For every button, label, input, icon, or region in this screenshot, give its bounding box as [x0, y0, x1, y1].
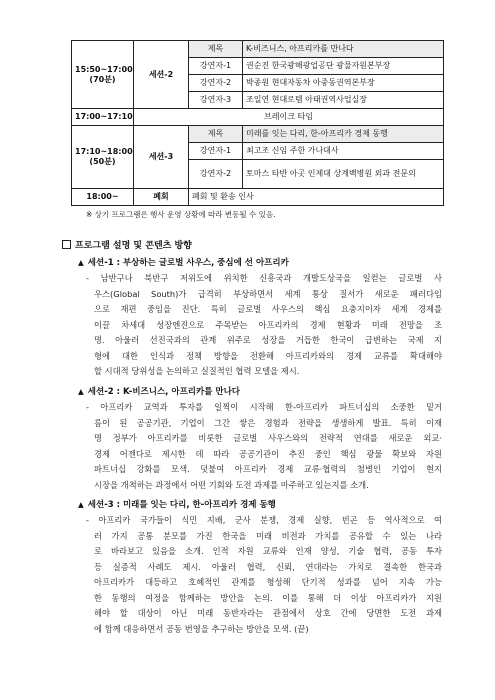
- paragraph-line: 러 가지 공통 분모를 가진 한국을 미래 비전과 가치를 공유할 수 있는 나라: [94, 530, 442, 541]
- table-row: [72, 41, 444, 58]
- paragraph-line: 명 정부가 아프리카를 비롯한 글로벌 사우스와의 전략적 연대를 새로운 외교·: [94, 433, 442, 443]
- session-3-description: [86, 513, 442, 637]
- paragraph-line: 경제 어젠다로 제시한 데 따라 공공기관이 추진 중인 핵심 광물 확보와 자원: [94, 448, 442, 459]
- time-cell: 18:00~: [72, 189, 134, 206]
- session-cell: 폐회: [134, 189, 189, 206]
- triangle-bullet-icon: ▲: [78, 258, 84, 267]
- session-title-cell: K-비즈니스, 아프리카를 만나다: [243, 41, 444, 58]
- paragraph-line: 등 실증적 사례도 제시. 아울러 협력, 신뢰, 연대라는 가치로 결속한 한국과: [94, 561, 442, 572]
- break-cell: 브레이크 타임: [134, 109, 444, 126]
- session-3-heading: [78, 498, 276, 510]
- paragraph-line: - 아프리카 교역과 투자를 일찍이 시작해 한-아프리카 파트너십의 소중한 밑거: [86, 402, 442, 412]
- closing-cell: 폐회 및 환송 인사: [189, 189, 444, 206]
- paragraph-line: 한 동행의 여정을 함께하는 방안을 논의. 이를 통해 더 이상 아프리카가 지원: [94, 592, 442, 603]
- session-heading-text: 세션-1 : 부상하는 글로벌 사우스, 중심에 선 아프리카: [87, 258, 289, 268]
- session-cell: 세션-2: [134, 41, 189, 109]
- section-heading: [62, 238, 192, 251]
- speaker-role: 강연자-2: [189, 160, 243, 189]
- time-range: 17:10~18:00: [75, 147, 133, 157]
- title-label-cell: 제목: [189, 41, 243, 58]
- paragraph-line: 이끌 차세대 성장엔진으로 주목받는 아프리카의 경제 현황과 미래 전망을 조: [94, 319, 442, 330]
- paragraph-line: 할 시대적 당위성을 논의하고 실질적인 협력 모델을 제시.: [94, 366, 300, 376]
- session-title-cell: 미래를 잇는 다리, 한-아프리카 경제 동행: [243, 126, 444, 143]
- paragraph-line: 에 함께 대응하면서 공동 번영을 추구하는 방안을 모색. (끝): [94, 623, 309, 634]
- speaker-name: 조일연 현대로템 아태권역사업실장: [243, 92, 444, 109]
- program-schedule-table: [71, 40, 444, 206]
- paragraph-line: 름이 된 공공기관, 기업이 그간 쌓은 경험과 전략을 생생하게 발표. 특히 이재: [94, 417, 442, 428]
- paragraph-line: 우스(Global South)가 급격히 부상하면서 세계 통상 질서가 새로운 패러다임: [94, 288, 442, 299]
- speaker-role: 강연자-2: [189, 75, 243, 92]
- time-range: 15:50~17:00: [75, 64, 133, 74]
- session-heading-text: 세션-3 : 미래를 잇는 다리, 한-아프리카 경제 동행: [87, 500, 276, 510]
- paragraph-line: 해야 할 대상이 아닌 미래 동반자라는 관점에서 상호 간에 당면한 도전 과제: [94, 608, 442, 618]
- title-label-cell: 제목: [189, 126, 243, 143]
- time-cell: [72, 126, 134, 189]
- paragraph-line: 시장을 개척하는 과정에서 어떤 기회와 도전 과제를 마주하고 있는지를 소개.: [94, 479, 369, 490]
- time-cell: [72, 41, 134, 109]
- paragraph-line: - 아프리카 국가들이 식민 지배, 군사 분쟁, 경제 실향, 빈곤 등 역사적으로 여: [86, 515, 442, 525]
- time-duration: (70분): [89, 74, 116, 84]
- table-row: [72, 126, 444, 143]
- session-2-description: [86, 400, 442, 493]
- paragraph-line: 으로 재편 중임을 진단. 특히 글로벌 사우스의 핵심 요충지이자 세계 경제를: [94, 304, 442, 314]
- section-heading-text: 프로그램 설명 및 콘텐츠 방향: [75, 241, 192, 251]
- speaker-name: 토마스 타반 아곳 인제대 상계백병원 외과 전문의: [243, 160, 444, 189]
- speaker-role: 강연자-3: [189, 92, 243, 109]
- time-duration: (50분): [89, 157, 116, 166]
- table-row: [72, 189, 444, 206]
- session-1-description: [86, 271, 442, 380]
- triangle-bullet-icon: ▲: [78, 387, 84, 396]
- paragraph-line: 형에 대한 인식과 정책 방향을 전환해 아프리카와의 경제 교류를 확대해야: [94, 350, 442, 361]
- speaker-name: 권순진 한국광해광업공단 광물자원본부장: [243, 58, 444, 75]
- session-heading-text: 세션-2 : K-비즈니스, 아프리카를 만나다: [87, 387, 241, 397]
- schedule-note: ※ 상기 프로그램은 행사 운영 상황에 따라 변동될 수 있음.: [86, 210, 276, 219]
- session-1-heading: [78, 256, 289, 268]
- triangle-bullet-icon: ▲: [78, 500, 84, 509]
- speaker-name: 최고조 신임 주한 가나대사: [243, 143, 444, 160]
- paragraph-line: 아프리카가 대등하고 호혜적인 관계를 형성해 단기적 성과를 넘어 지속 가능: [94, 577, 442, 587]
- speaker-name: 박종원 현대자동차 아중동권역본부장: [243, 75, 444, 92]
- paragraph-line: 파트너십 강화를 모색. 덧붙여 아프리카 경제 교류·협력의 첨병인 기업이 현지: [94, 464, 442, 474]
- session-cell: 세션-3: [134, 126, 189, 189]
- time-cell: 17:00~17:10: [72, 109, 134, 126]
- paragraph-line: 로 바라보고 있음을 소개. 인적 자원 교류와 인재 양성, 기술 협력, 공동 투자: [94, 546, 442, 556]
- checkbox-square-icon: [62, 240, 71, 249]
- speaker-role: 강연자-1: [189, 143, 243, 160]
- paragraph-line: - 남반구나 북반구 저위도에 위치한 신흥국과 개발도상국을 일컫는 글로벌 사: [86, 273, 442, 283]
- session-2-heading: [78, 385, 240, 397]
- paragraph-line: 명. 아울러 선진국과의 관계 위주로 성장을 거듭한 한국이 급변하는 국제 지: [94, 335, 442, 345]
- speaker-role: 강연자-1: [189, 58, 243, 75]
- table-row: [72, 109, 444, 126]
